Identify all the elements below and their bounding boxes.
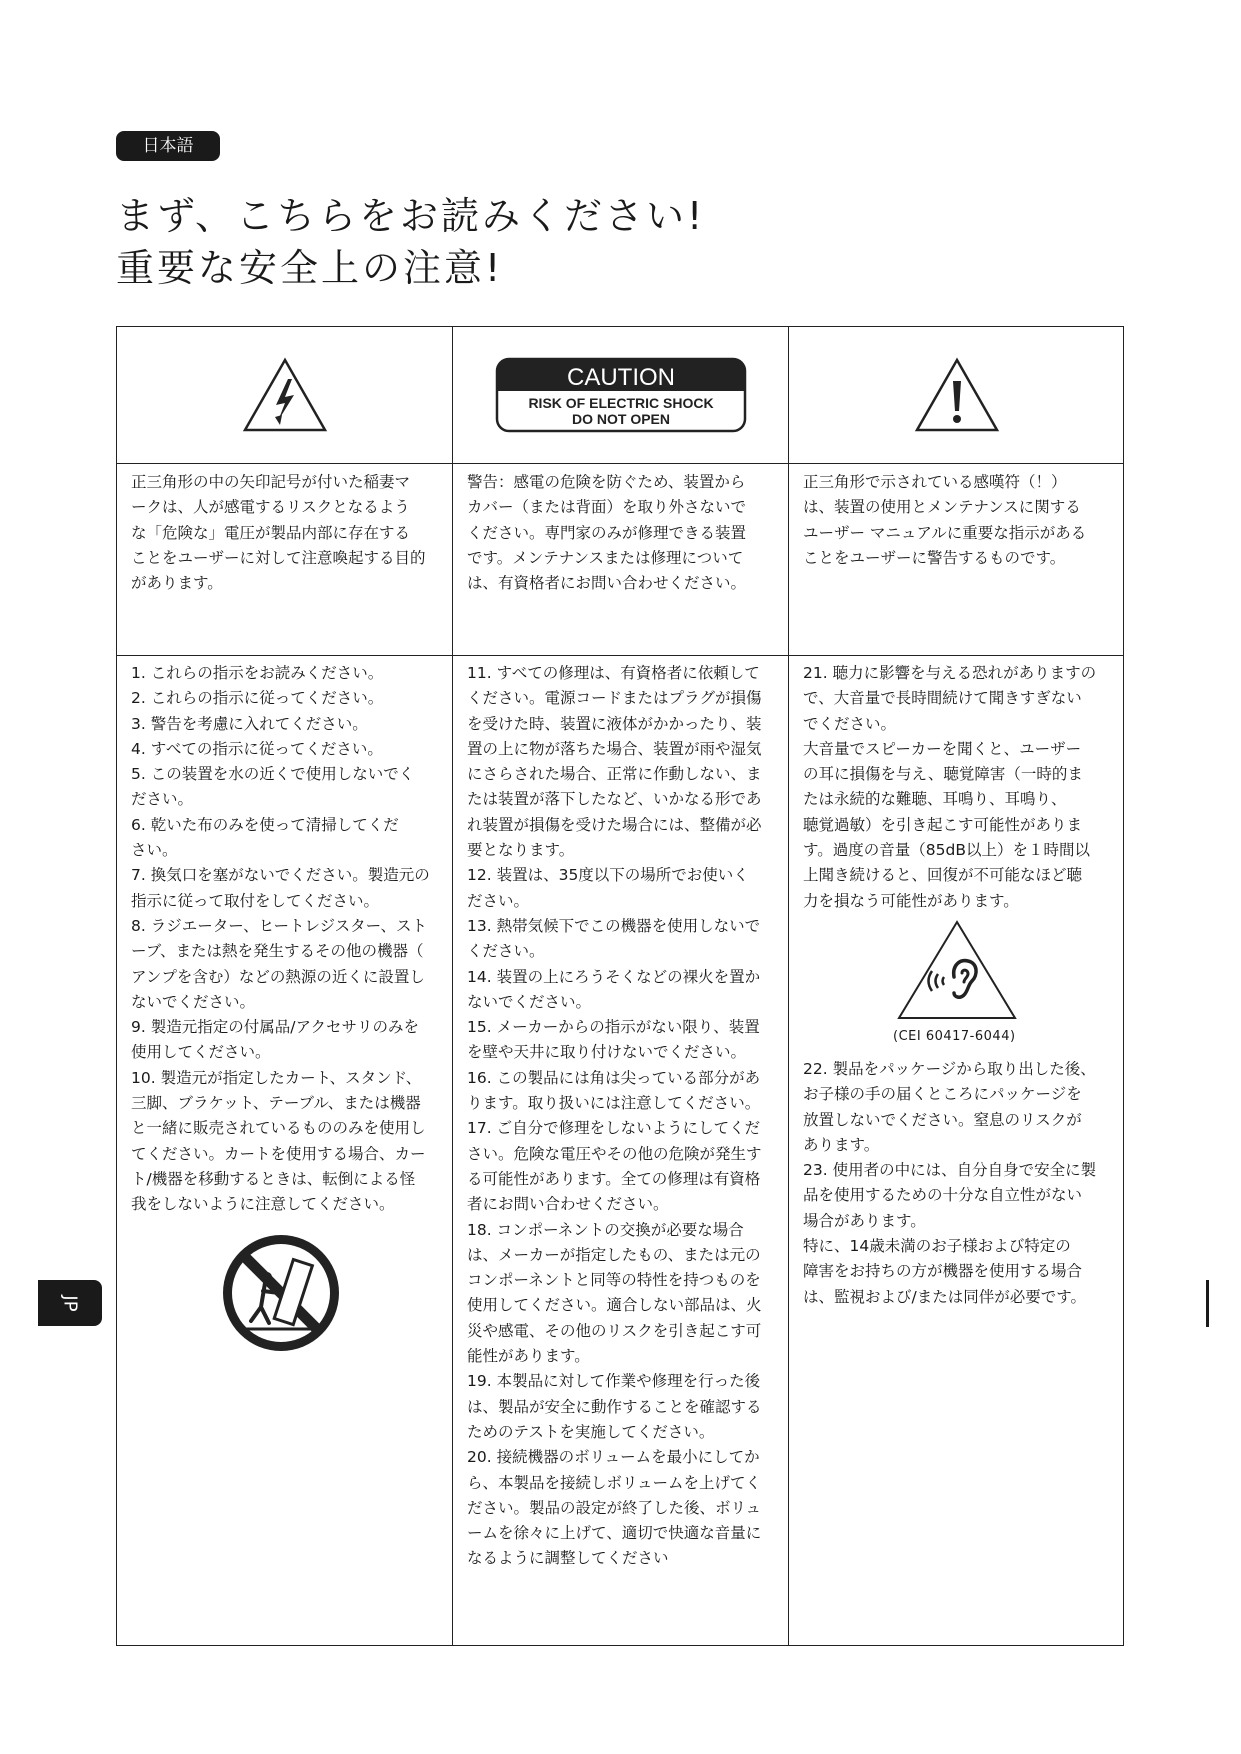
row-divider bbox=[117, 655, 1123, 656]
caution-label-cell bbox=[453, 327, 788, 463]
instruction-line: ください。電源コードまたはプラグが損傷 bbox=[467, 689, 762, 708]
side-tab-label: JP bbox=[59, 1294, 81, 1312]
instruction-line: 5. この装置を水の近くで使用しないでく bbox=[131, 765, 415, 784]
instruction-line: 放置しないでください。窒息のリスクが bbox=[803, 1110, 1082, 1129]
instruction-line: 使用してください。 bbox=[131, 1043, 271, 1062]
margin-marker bbox=[1206, 1280, 1209, 1327]
title-line-1: まず、こちらをお読みください! bbox=[116, 194, 706, 238]
text-line: な「危険な」電圧が製品内部に存在する bbox=[131, 523, 411, 542]
caution-line-1: RISK OF ELECTRIC SHOCK bbox=[527, 395, 714, 411]
instruction-line: 三脚、ブラケット、テーブル、または機器 bbox=[131, 1094, 421, 1113]
instruction-line: 上聞き続けると、回復が不可能なほど聴 bbox=[803, 866, 1083, 885]
text-line: は、有資格者にお問い合わせください。 bbox=[467, 574, 747, 593]
instruction-line: で、大音量で長時間続けて聞きすぎない bbox=[803, 689, 1082, 708]
symbol-description-1 bbox=[131, 470, 426, 596]
instruction-line: にさらされた場合、正常に作動しない、ま bbox=[467, 765, 762, 784]
exclamation-triangle-icon bbox=[914, 357, 1000, 433]
instruction-line: 22. 製品をパッケージから取り出した後、 bbox=[803, 1060, 1096, 1078]
text-line: です。メンテナンスまたは修理について bbox=[467, 548, 744, 567]
text-line: ことをユーザーに警告するものです。 bbox=[803, 548, 1066, 567]
instruction-line: 災や感電、その他のリスクを引き起こす可 bbox=[467, 1321, 762, 1340]
instruction-line: ださい。 bbox=[467, 891, 530, 910]
hearing-damage-icon bbox=[896, 919, 1018, 1021]
instruction-line: 12. 装置は、35度以下の場所でお使いく bbox=[467, 866, 749, 885]
instruction-line: さい。 bbox=[131, 841, 178, 860]
instruction-line: 特に、14歳未満のお子様および特定の bbox=[803, 1237, 1071, 1256]
instructions-column-2 bbox=[467, 661, 762, 1572]
instructions-column-3-top bbox=[803, 661, 1096, 914]
lightning-triangle-icon bbox=[242, 357, 328, 433]
instruction-line: ください。 bbox=[467, 942, 545, 961]
instructions-column-3-bottom bbox=[803, 1057, 1096, 1310]
language-badge: 日本語 bbox=[116, 131, 220, 161]
instruction-line: と一緒に販売されているもののみを使用し bbox=[131, 1119, 426, 1138]
text-line: カバー（または背面）を取り外さないで bbox=[467, 498, 747, 517]
instruction-line: 我をしないように注意してください。 bbox=[131, 1195, 395, 1214]
instruction-line: でください。 bbox=[803, 714, 897, 733]
instruction-line: 18. コンポーネントの交換が必要な場合 bbox=[467, 1220, 744, 1239]
lightning-triangle-cell bbox=[117, 327, 452, 463]
text-line: は、装置の使用とメンテナンスに関する bbox=[803, 498, 1081, 517]
instruction-line: ためのテストを実施してください。 bbox=[467, 1422, 715, 1441]
text-line: ことをユーザーに対して注意喚起する目的 bbox=[131, 548, 426, 567]
instruction-line: 者にお問い合わせください。 bbox=[467, 1195, 669, 1214]
instruction-line: 19. 本製品に対して作業や修理を行った後 bbox=[467, 1372, 761, 1391]
symbol-description-3 bbox=[803, 470, 1086, 571]
language-side-tab bbox=[38, 1280, 102, 1326]
instruction-line: は、メーカーが指定したもの、または元の bbox=[467, 1245, 761, 1264]
instruction-line: は、製品が安全に動作することを確認する bbox=[467, 1397, 762, 1416]
instruction-line: 11. すべての修理は、有資格者に依頼して bbox=[467, 664, 760, 682]
text-line: ください。専門家のみが修理できる装置 bbox=[467, 523, 747, 542]
instruction-line: 障害をお持ちの方が機器を使用する場合 bbox=[803, 1262, 1083, 1281]
instruction-line: さい。危険な電圧やその他の危険が発生す bbox=[467, 1144, 762, 1163]
instruction-line: 20. 接続機器のボリュームを最小にしてか bbox=[467, 1448, 760, 1467]
instruction-line: を受けた時、装置に液体がかかったり、装 bbox=[467, 714, 762, 733]
text-line: ークは、人が感電するリスクとなるよう bbox=[131, 498, 410, 517]
instruction-line: 聴覚過敏）を引き起こす可能性がありま bbox=[803, 815, 1083, 834]
instruction-line: あります。 bbox=[803, 1135, 880, 1154]
instruction-line: 品を使用するための十分な自立性がない bbox=[803, 1186, 1083, 1205]
caution-line-2: DO NOT OPEN bbox=[571, 411, 670, 427]
instruction-line: たは永続的な難聴、耳鳴り、耳鳴り、 bbox=[803, 790, 1067, 809]
instruction-line: ら、本製品を接続しボリュームを上げてく bbox=[467, 1473, 762, 1492]
instruction-line: ト/機器を移動するときは、転倒による怪 bbox=[131, 1169, 416, 1188]
instruction-line: ります。取り扱いには注意してください。 bbox=[467, 1094, 761, 1113]
caution-title: CAUTION bbox=[566, 364, 675, 391]
instructions-column-1 bbox=[131, 661, 430, 1218]
instruction-line: 17. ご自分で修理をしないようにしてくだ bbox=[467, 1119, 761, 1138]
instruction-line: 2. これらの指示に従ってください。 bbox=[131, 689, 384, 708]
column-divider bbox=[788, 327, 789, 1645]
instruction-line: 10. 製造元が指定したカート、スタンド、 bbox=[131, 1068, 422, 1087]
instruction-line: 1. これらの指示をお読みください。 bbox=[131, 664, 384, 682]
instruction-line: 8. ラジエーター、ヒートレジスター、スト bbox=[131, 916, 428, 935]
instruction-line: ーブ、または熱を発生するその他の機器（ bbox=[131, 942, 424, 961]
row-divider bbox=[117, 463, 1123, 464]
text-line: があります。 bbox=[131, 574, 223, 593]
instruction-line: 指示に従って取付をしてください。 bbox=[131, 891, 380, 910]
symbol-description-2 bbox=[467, 470, 746, 596]
instruction-line: ないでください。 bbox=[467, 992, 592, 1011]
column-divider bbox=[452, 327, 453, 1645]
instruction-line: 13. 熱帯気候下でこの機器を使用しないで bbox=[467, 916, 761, 935]
instruction-line: 9. 製造元指定の付属品/アクセサリのみを bbox=[131, 1018, 419, 1037]
instruction-line: 力を損なう可能性があります。 bbox=[803, 891, 1019, 910]
caution-label bbox=[495, 357, 747, 433]
instruction-line: ームを徐々に上げて、適切で快適な音量に bbox=[467, 1524, 762, 1543]
text-line: ユーザー マニュアルに重要な指示がある bbox=[803, 523, 1087, 542]
instruction-line: コンポーネントと同等の特性を持つものを bbox=[467, 1271, 761, 1290]
instruction-line: 能性があります。 bbox=[467, 1347, 590, 1366]
instruction-line: を壁や天井に取り付けないでください。 bbox=[467, 1043, 747, 1062]
text-line: 正三角形で示されている感嘆符（！） bbox=[803, 473, 1067, 491]
instruction-line: ないでください。 bbox=[131, 992, 256, 1011]
instruction-line: 使用してください。適合しない部品は、火 bbox=[467, 1296, 762, 1315]
instruction-line: 23. 使用者の中には、自分自身で安全に製 bbox=[803, 1161, 1097, 1180]
instruction-line: の耳に損傷を与え、聴覚障害（一時的ま bbox=[803, 765, 1083, 784]
text-line: 正三角形の中の矢印記号が付いた稲妻マ bbox=[131, 473, 411, 491]
instruction-line: 4. すべての指示に従ってください。 bbox=[131, 739, 383, 758]
instruction-line: お子様の手の届くところにパッケージを bbox=[803, 1085, 1082, 1104]
instruction-line: れ装置が損傷を受けた場合には、整備が必 bbox=[467, 815, 762, 834]
instruction-line: は、監視および/または同伴が必要です。 bbox=[803, 1287, 1086, 1306]
instruction-line: たは装置が落下したなど、いかなる形であ bbox=[467, 790, 762, 809]
safety-table bbox=[116, 326, 1124, 1646]
instruction-line: 大音量でスピーカーを聞くと、ユーザー bbox=[803, 739, 1082, 758]
instruction-line: てください。カートを使用する場合、カー bbox=[131, 1144, 426, 1163]
instruction-line: なるように調整してください bbox=[467, 1549, 669, 1568]
instruction-line: 21. 聴力に影響を与える恐れがありますの bbox=[803, 664, 1097, 682]
instruction-line: ださい。製品の設定が終了した後、ボリュ bbox=[467, 1498, 762, 1517]
instruction-line: 要となります。 bbox=[467, 841, 575, 860]
instruction-line: 置の上に物が落ちた場合、装置が雨や湿気 bbox=[467, 739, 762, 758]
instruction-line: 14. 装置の上にろうそくなどの裸火を置か bbox=[467, 967, 761, 986]
cart-warning-icon bbox=[221, 1233, 341, 1353]
instruction-line: 15. メーカーからの指示がない限り、装置 bbox=[467, 1018, 760, 1037]
instruction-line: 3. 警告を考慮に入れてください。 bbox=[131, 714, 368, 733]
title-line-2: 重要な安全上の注意! bbox=[116, 246, 504, 290]
instruction-line: 6. 乾いた布のみを使って清掃してくだ bbox=[131, 815, 399, 834]
instruction-line: 7. 換気口を塞がないでください。製造元の bbox=[131, 866, 430, 885]
hearing-standard-label: (CEI 60417-6044) bbox=[893, 1029, 1016, 1044]
instruction-line: 場合があります。 bbox=[803, 1211, 926, 1230]
instruction-line: 16. この製品には角は尖っている部分があ bbox=[467, 1068, 761, 1087]
instruction-line: す。過度の音量（85dB以上）を１時間以 bbox=[803, 841, 1090, 860]
instruction-line: る可能性があります。全ての修理は有資格 bbox=[467, 1169, 761, 1188]
text-line: 警告：感電の危険を防ぐため、装置から bbox=[467, 473, 746, 491]
instruction-line: アンプを含む）などの熱源の近くに設置し bbox=[131, 967, 425, 986]
page-title bbox=[116, 190, 705, 294]
exclamation-triangle-cell bbox=[789, 327, 1125, 463]
instruction-line: ださい。 bbox=[131, 790, 194, 809]
